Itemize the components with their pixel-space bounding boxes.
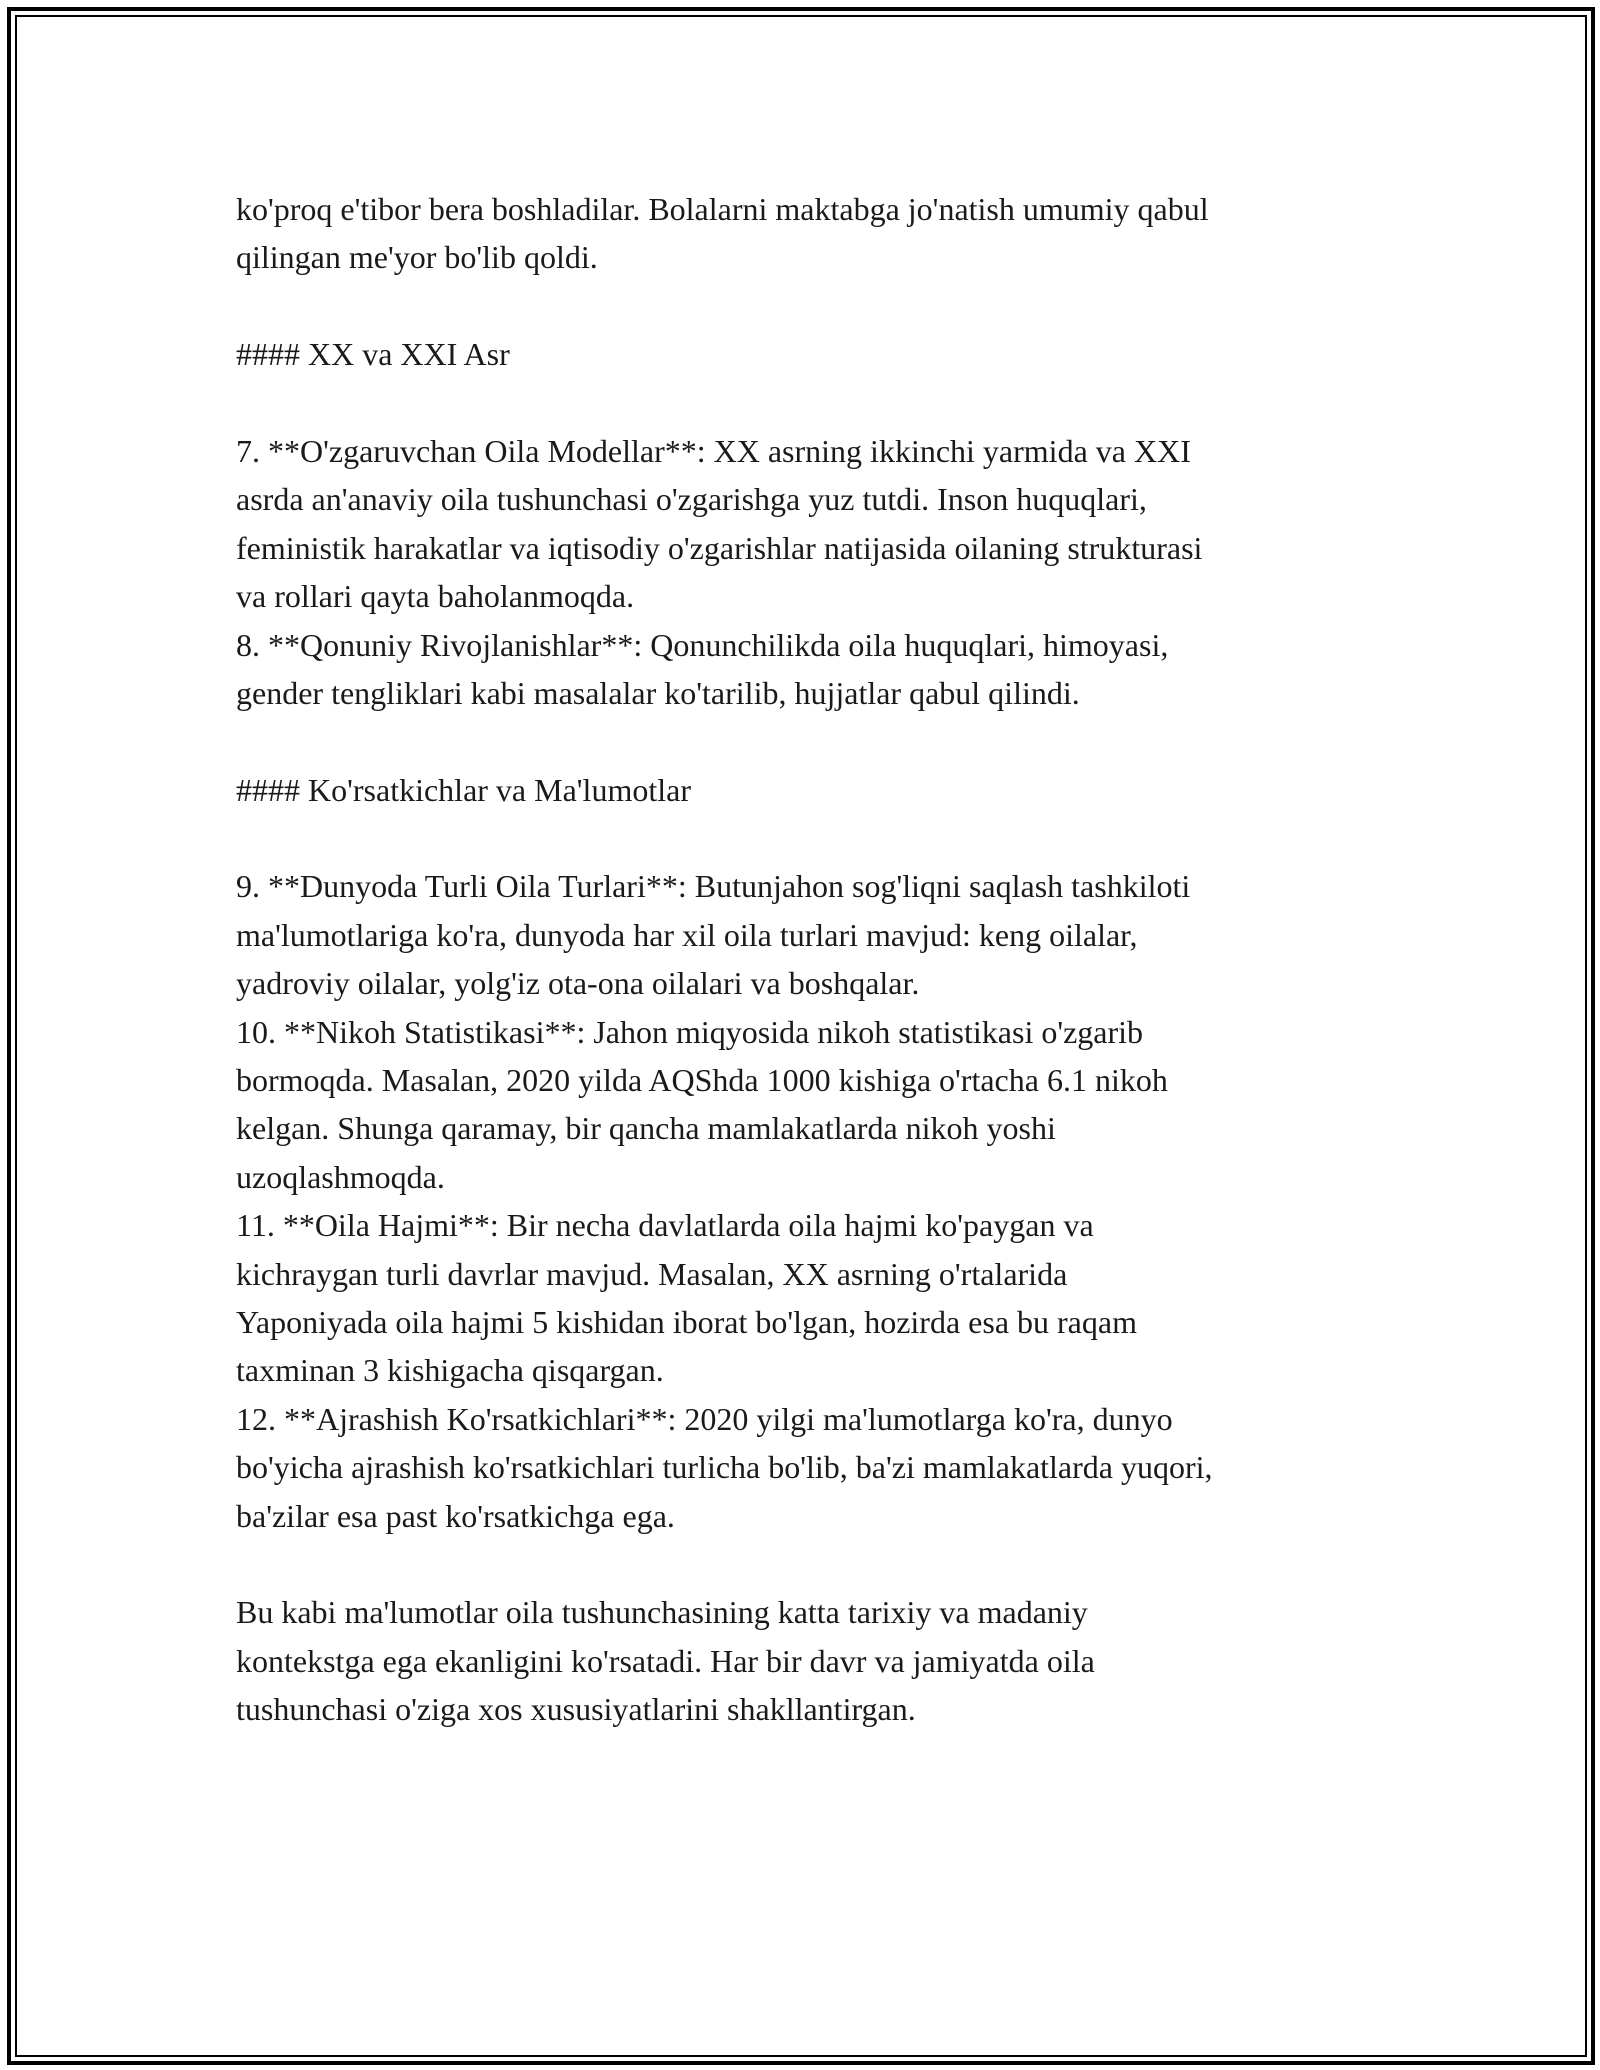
list-item-line: 10. **Nikoh Statistikasi**: Jahon miqyosida nikoh statistikasi o'zgarib — [236, 1013, 1144, 1050]
text-line: kontekstga ega ekanligini ko'rsatadi. Har bir davr va jamiyatda oila — [236, 1642, 1095, 1679]
list-item-line: ma'lumotlariga ko'ra, dunyoda har xil oila turlari mavjud: keng oilalar, — [236, 916, 1138, 953]
list-item-line: 8. **Qonuniy Rivojlanishlar**: Qonunchilikda oila huquqlari, himoyasi, — [236, 626, 1169, 663]
list-item-line: kichraygan turli davrlar mavjud. Masalan, XX asrning o'rtalarida — [236, 1255, 1068, 1292]
list-item-line: 7. **O'zgaruvchan Oila Modellar**: XX asrning ikkinchi yarmida va XXI — [236, 432, 1191, 469]
text-line: Bu kabi ma'lumotlar oila tushunchasining katta tarixiy va madaniy — [236, 1594, 1088, 1631]
list-item-line: 12. **Ajrashish Ko'rsatkichlari**: 2020 yilgi ma'lumotlarga ko'ra, dunyo — [236, 1400, 1173, 1437]
list-item-line: 9. **Dunyoda Turli Oila Turlari**: Butunjahon sog'liqni saqlash tashkiloti — [236, 868, 1191, 905]
list-item-line: ba'zilar esa past ko'rsatkichga ega. — [236, 1497, 675, 1534]
text-line: ko'proq e'tibor bera boshladilar. Bolalarni maktabga jo'natish umumiy qabul — [236, 191, 1209, 227]
section-heading-xx-xxi: #### XX va XXI Asr — [236, 336, 510, 373]
paragraph-spacer — [236, 282, 1376, 330]
list-item-line: kelgan. Shunga qaramay, bir qancha mamlakatlarda nikoh yoshi — [236, 1110, 1056, 1147]
section-heading-korsatkichlar: #### Ko'rsatkichlar va Ma'lumotlar — [236, 771, 691, 808]
list-item-line: asrda an'anaviy oila tushunchasi o'zgarishga yuz tutdi. Inson huquqlari, — [236, 481, 1147, 518]
list-item-line: gender tengliklari kabi masalalar ko'tarilib, hujjatlar qabul qilindi. — [236, 674, 1080, 711]
section-1-list — [236, 427, 1376, 717]
paragraph-spacer — [236, 379, 1376, 427]
list-item-line: va rollari qayta baholanmoqda. — [236, 578, 635, 615]
text-line: qilingan me'yor bo'lib qoldi. — [236, 239, 598, 276]
text-line: tushunchasi o'ziga xos xususiyatlarini shakllantirgan. — [236, 1691, 916, 1728]
paragraph-spacer — [236, 814, 1376, 862]
list-item-line: yadroviy oilalar, yolg'iz ota-ona oilalari va boshqalar. — [236, 965, 920, 1002]
paragraph-spacer — [236, 1540, 1376, 1588]
list-item-line: uzoqlashmoqda. — [236, 1158, 445, 1195]
list-item-line: 11. **Oila Hajmi**: Bir necha davlatlarda oila hajmi ko'paygan va — [236, 1207, 1094, 1244]
conclusion-paragraph — [236, 1588, 1376, 1733]
list-item-line: bormoqda. Masalan, 2020 yilda AQShda 1000 kishiga o'rtacha 6.1 nikoh — [236, 1062, 1168, 1099]
list-item-line: taxminan 3 kishigacha qisqargan. — [236, 1352, 664, 1389]
list-item-line: feministik harakatlar va iqtisodiy o'zgarishlar natijasida oilaning strukturasi — [236, 529, 1203, 566]
paragraph-spacer — [236, 717, 1376, 765]
intro-paragraph — [236, 185, 1376, 282]
list-item-line: bo'yicha ajrashish ko'rsatkichlari turlicha bo'lib, ba'zi mamlakatlarda yuqori, — [236, 1449, 1213, 1486]
document-body — [236, 185, 1376, 1734]
list-item-line: Yaponiyada oila hajmi 5 kishidan iborat bo'lgan, hozirda esa bu raqam — [236, 1303, 1137, 1340]
section-2-list — [236, 862, 1376, 1539]
